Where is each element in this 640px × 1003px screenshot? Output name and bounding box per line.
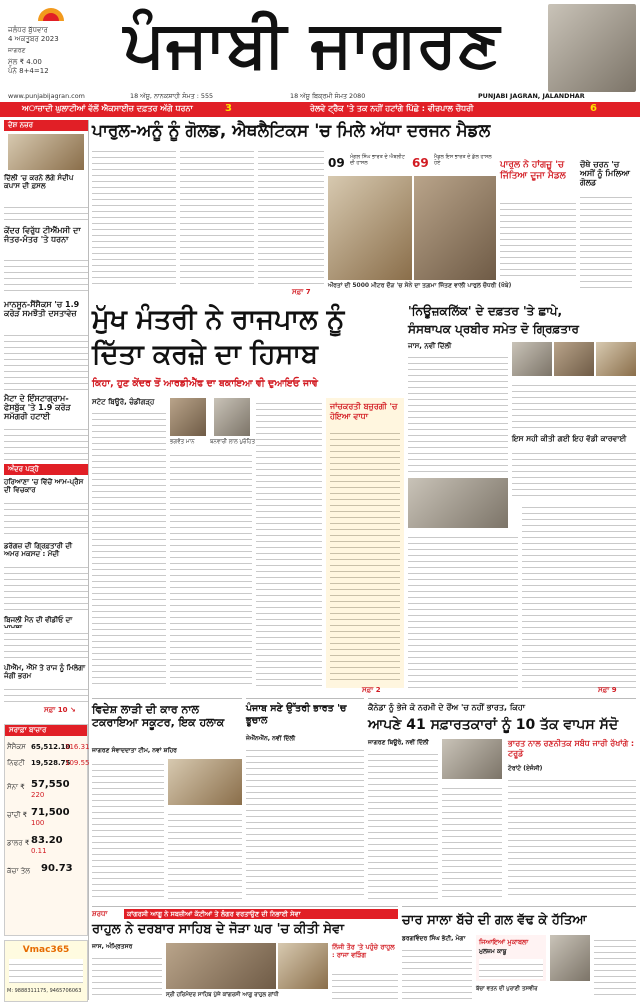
stat-2: 69	[412, 156, 429, 170]
inside-1[interactable]: ਹਰਿਆਣਾ 'ਚ ਵਿੱਚੋਂ ਆਮ-ਪ੍ਰੈਸ ਦੀ ਵਿਚਕਾਰ	[4, 478, 84, 495]
masthead	[0, 0, 640, 100]
inside-1-body	[4, 498, 88, 538]
lead-headline[interactable]: ਮੁੱਖ ਮੰਤਰੀ ਨੇ ਰਾਜਪਾਲ ਨੂੰ ਦਿੱਤਾ ਕਰਜ਼ੇ ਦਾ ਹਿਸਾਬ	[92, 304, 345, 370]
rahul-photo-2	[278, 943, 328, 989]
child-body-2	[594, 935, 636, 999]
supplement: ਜਾਗਰਣ	[8, 47, 26, 54]
left-story-4-body	[4, 424, 88, 460]
canada-body-1	[368, 749, 438, 899]
left-story-2-body	[4, 255, 88, 295]
rahul-caption: ਸ੍ਰੀ ਹਰਿਮੰਦਰ ਸਾਹਿਬ ਪੁੱਜੇ ਕਾਂਗਰਸੀ ਆਗੂ ਰਾਹੁਲ ਗਾਂਧੀ	[166, 992, 279, 998]
ad-phone: M: 9888311175, 9465706063	[7, 988, 82, 994]
child-box	[476, 935, 546, 981]
market-row	[7, 805, 85, 827]
side-story-headline[interactable]: ਪਾਰੁਲ ਨੇ ਹਾਂਗਜ਼ੂ 'ਚ ਜਿੱਤਿਆ ਦੂਜਾ ਮੈਡਲ	[500, 160, 566, 181]
ticker-item-1[interactable]: ਅਾਜ਼ਾਦੀ ਘੁਲਾਟੀਆਂ ਵੱਲੋਂ ਐਕਸਾਈਜ਼ ਦਫ਼ਤਰ ਅੱਗੇ ਧਰਨਾ	[22, 104, 193, 113]
markets-title: ਸਰਾਫ਼ਾ ਬਾਜ਼ਾਰ	[5, 725, 87, 736]
scooter-body-1	[92, 759, 164, 899]
publisher: PUNJABI JAGRAN, JALANDHAR	[478, 92, 585, 100]
newsclick-body-4	[408, 532, 518, 688]
lead-box-body	[330, 428, 400, 682]
market-label: ਡਾਲਰ ₹	[7, 839, 30, 847]
stat-1: 09	[328, 156, 345, 170]
newsclick-photo-4	[408, 478, 508, 528]
left-story-3-body	[4, 330, 88, 390]
rahul-kicker-tag: ਸ਼ਰਧਾ	[92, 910, 108, 918]
inside-4-body	[4, 684, 88, 704]
market-label: ਸੈਂਸੈਕਸ	[7, 743, 26, 751]
market-value: 57,550	[31, 779, 70, 790]
ad-body	[9, 959, 83, 983]
date-strip	[0, 90, 640, 101]
bharat-headline[interactable]: ਪੰਜਾਬ ਸਣੇ ਉੱਤਰੀ ਭਾਰਤ 'ਚ ਭੂਚਾਲ	[246, 703, 347, 726]
rahul-body	[92, 953, 162, 999]
bharat-dateline: ਜੇਐੱਨਐੱਨ, ਨਵੀਂ ਦਿੱਲੀ	[246, 735, 296, 742]
rahul-story	[92, 906, 398, 1001]
newsclick-kicker[interactable]: 'ਨਿਊਜ਼ਕਲਿੱਕ' ਦੇ ਦਫ਼ਤਰ 'ਤੇ ਛਾਪੇ,	[408, 304, 563, 318]
market-label: ਨਿਫਟੀ	[7, 759, 25, 767]
ticker-page-1: 3	[225, 103, 232, 114]
top-story-headline[interactable]: ਪਾਰੁਲ-ਅਨੂੰ ਨੂੰ ਗੋਲਡ, ਐਥਲੈਟਿਕਸ 'ਚ ਮਿਲੇ ਅੱਧਾ ਦਰਜਨ ਮੈਡਲ	[92, 121, 491, 141]
child-dateline: ਡਰਗਵਿੰਦਰ ਸਿੰਘ ਭੱਟੀ, ਮੋਗਾ	[402, 935, 466, 942]
see-page-link[interactable]: ਸਫ਼ਾ 10 ↘	[44, 706, 76, 714]
newsclick-photo-2	[554, 342, 594, 376]
athlete-photo-2	[414, 176, 496, 280]
left-story-1[interactable]: ਦਿੱਲੀ 'ਚ ਕਰਨੇ ਲੱਗੇ ਸੰਦੀਪ ਕਪਾਸ ਦੀ ਫ਼ਸਲ	[4, 174, 74, 191]
market-change: 0.11	[31, 847, 47, 855]
pages: ਪੰਨੇ 8+4=12	[8, 67, 49, 75]
market-value: 83.20	[31, 835, 63, 846]
canada-story	[368, 698, 636, 903]
market-label: ਸੋਨਾ ₹	[7, 783, 25, 791]
newsclick-body-2	[512, 380, 636, 430]
market-change: 220	[31, 791, 45, 799]
market-value: 71,500	[31, 807, 70, 818]
lead-body-3	[256, 398, 322, 688]
market-row	[7, 833, 85, 855]
lead-dateline: ਸਟੇਟ ਬਿਊਰੋ, ਚੰਡੀਗੜ੍ਹ	[92, 398, 155, 406]
newsclick-body-3	[512, 448, 636, 498]
lead-box	[326, 398, 404, 688]
newsclick-dateline: ਜਾਸ, ਨਵੀਂ ਦਿੱਲੀ	[408, 342, 452, 350]
governor-photo	[214, 398, 250, 436]
lead-story	[92, 302, 404, 694]
edition-day: ਜਲੰਧਰ ਬੁੱਧਵਾਰ	[8, 26, 48, 34]
lead-more[interactable]: ਸਫ਼ਾ 2	[362, 686, 381, 694]
masthead-title: ਪੰਜਾਬੀ ਜਾਗਰਣ	[123, 7, 501, 82]
markets-box	[4, 724, 88, 936]
market-label: ਕੱਚਾ ਤੇਲ	[7, 867, 30, 875]
top-story-caption: ਔਰਤਾਂ ਦੀ 5000 ਮੀਟਰ ਦੌੜ 'ਚ ਸੋਨੇ ਦਾ ਤਗ਼ਮਾ ਜਿੱਤਣ ਵਾਲੀ ਪਾਰੁਲ ਚੌਧਰੀ (ਖੱਬੇ)	[328, 282, 512, 289]
newsclick-headline[interactable]: ਸੰਸਥਾਪਕ ਪ੍ਰਬੀਰ ਸਮੇਤ ਦੋ ਗ੍ਰਿਫ਼ਤਾਰ	[408, 322, 579, 336]
inside-2-body	[4, 562, 88, 612]
market-value: 65,512.10	[31, 743, 71, 751]
market-change: 109.55	[65, 759, 90, 767]
market-row	[7, 861, 85, 883]
market-row	[7, 757, 90, 771]
governor-caption: ਬਨਵਾਰੀ ਲਾਲ ਪੁਰੋਹਿਤ	[210, 439, 256, 445]
sun-logo-icon	[36, 6, 66, 22]
price: ਮੁੱਲ ₹ 4.00	[8, 58, 42, 66]
child-photo	[550, 935, 590, 981]
cm-caption: ਭਗਵੰਤ ਮਾਨ	[170, 439, 195, 445]
trudeau-body	[508, 775, 636, 899]
left-story-4[interactable]: ਮੈਟਾ ਦੇ ਇੰਸਟਾਗ੍ਰਾਮ-ਫੇਸਬੁੱਕ 'ਤੇ 1.9 ਕਰੋੜ ਸਮੱਗਰੀ ਹਟਾਈ	[4, 394, 71, 421]
top-story-body-1	[92, 146, 176, 286]
rahul-kicker[interactable]: ਕਾਂਗਰਸੀ ਆਗੂ ਨੇ ਸਬਜ਼ੀਆਂ ਕੱਟੀਆਂ ਤੇ ਲੰਗਰ ਵਰਤਾਉਣ ਦੀ ਨਿਭਾਈ ਸੇਵਾ	[124, 909, 398, 919]
cm-photo	[170, 398, 206, 436]
rahul-box-body	[332, 969, 398, 999]
side-story-2-headline[interactable]: ਚੌਥੇ ਚਰਨ 'ਚ ਅਸੀਂ ਨੂੰ ਮਿਲਿਆ ਗੋਲਡ	[580, 160, 630, 187]
newsclick-photo-1	[512, 342, 552, 376]
stat-2-label: ਮੈਡਲ ਇਸ ਭਾਰਤ ਦੇ ਕੁੱਲ ਹਾਸਲ ਹੋਏ	[434, 154, 492, 166]
scooter-headline[interactable]: ਵਿਦੇਸ਼ ਲਾੜੀ ਦੀ ਕਾਰ ਨਾਲ ਟਕਰਾਇਆ ਸਕੂਟਰ, ਇਕ ਹਲਾਕ	[92, 703, 225, 729]
ticker-item-2[interactable]: ਰੇਲਵੇ ਟ੍ਰੈਕ 'ਤੇ ਤਕ ਨਹੀਂ ਹਟਾਂਗੇ ਪਿੱਛੇ : ਵੀਰਪਾਲ ਚੌਧਰੀ	[310, 104, 474, 113]
newsclick-subhead[interactable]: ਇਸ ਸਹੀ ਕੀਤੀ ਗਈ ਇਹ ਵੱਡੀ ਕਾਰਵਾਈ	[512, 434, 627, 443]
child-box-body	[479, 959, 543, 979]
top-story	[92, 120, 636, 298]
lead-body-2	[170, 450, 252, 688]
ad-brand: Vmac365	[22, 945, 70, 955]
left-photo	[8, 134, 84, 170]
scooter-dateline: ਜਾਗਰਣ ਸੰਵਾਦਦਾਤਾ ਟੀਮ, ਨਵਾਂ ਸ਼ਹਿਰ	[92, 747, 177, 754]
lead-subhead[interactable]: ਕਿਹਾ, ਹੁਣ ਕੇਂਦਰ ਤੋਂ ਆਰਡੀਐੱਫ ਦਾ ਬਕਾਇਆ ਵੀ ਦੁਆਇਓ ਜਾਵੇ	[92, 378, 318, 389]
canada-body-2	[442, 783, 502, 899]
top-story-body-2	[180, 146, 254, 286]
athlete-photo-1	[328, 176, 412, 280]
trudeau-headline[interactable]: ਭਾਰਤ ਨਾਲ ਰਣਨੀਤਕ ਸਬੰਧ ਜਾਰੀ ਰੱਖਾਂਗੇ : ਟਰੂਡੋ	[508, 739, 635, 758]
rahul-dateline: ਜਾਸ, ਅੰਮ੍ਰਿਤਸਰ	[92, 943, 133, 950]
edition-date: 4 ਅਕਤੂਬਰ 2023	[8, 35, 59, 43]
bikrami-date: 18 ਅੱਸੂ ਬਿਕ੍ਰਮੀ ਸੰਮਤ 2080	[290, 92, 366, 100]
newsclick-body-1	[408, 352, 508, 472]
child-headline[interactable]: ਚਾਰ ਸਾਲਾ ਬੱਚੇ ਦੀ ਗਲ ਵੱਢ ਕੇ ਹੱਤਿਆ	[402, 913, 587, 928]
newsclick-story	[408, 302, 636, 694]
market-change: 100	[31, 819, 45, 827]
top-story-body-3	[258, 146, 324, 286]
canada-kicker[interactable]: ਕੈਨੇਡਾ ਨੂੰ ਭੇਜੇ ਕੋ ਨਰਮੀ ਦੇ ਰੌਂਅ 'ਚ ਨਹੀਂ ਭਾਰਤ, ਕਿਹਾ	[368, 703, 526, 712]
masthead-portrait	[548, 4, 636, 92]
left-story-1-body	[4, 202, 88, 222]
inside-3[interactable]: ਬਿਜਲੀ ਮੈਨ ਦੀ ਵੀਡੀਓ ਦਾ	[4, 616, 73, 624]
child-box-title[interactable]: ਜਿਆਇਆਂ ਮੁਕਾਬਲਾ	[479, 938, 529, 946]
market-value: 90.73	[41, 863, 73, 874]
market-value: 19,528.75	[31, 759, 71, 767]
bharat-story	[246, 698, 364, 903]
market-row	[7, 741, 90, 755]
canada-dateline: ਜਾਗਰਣ ਬਿਊਰੋ, ਨਵੀਂ ਦਿੱਲੀ	[368, 739, 429, 746]
scooter-photo	[168, 759, 242, 805]
newsclick-more[interactable]: ਸਫ਼ਾ 9	[598, 686, 617, 694]
ticker-page-2: 6	[590, 103, 597, 114]
child-box-sub: ਮੁਲਜ਼ਮ ਕਾਬੂ	[479, 948, 507, 955]
lead-body-1	[92, 408, 166, 688]
top-story-more[interactable]: ਸਫ਼ਾ 7	[292, 288, 311, 296]
canada-photo	[442, 739, 502, 779]
website[interactable]: www.punjabijagran.com	[8, 92, 85, 100]
inside-3-body	[4, 628, 88, 660]
market-label: ਚਾਂਦੀ ₹	[7, 811, 28, 819]
left-story-2[interactable]: ਕੇਂਦਰ ਵਿਰੁੱਧ ਟੀਐੱਮਸੀ ਦਾ ਜੰਤਰ-ਮੰਤਰ 'ਤੇ ਧਰਨਾ	[4, 226, 81, 244]
lead-box-title[interactable]: ਜਾਂਚਕਰਤੀ ਬਜ਼ੁਰਗੀ 'ਚ ਹੋਇਆ ਵਾਧਾ	[330, 402, 398, 421]
scooter-story	[92, 698, 242, 903]
child-story	[402, 906, 636, 1001]
child-body	[402, 945, 472, 999]
scooter-body-2	[168, 809, 242, 899]
canada-headline[interactable]: ਆਪਣੇ 41 ਸਫ਼ਾਰਤਕਾਰਾਂ ਨੂੰ 10 ਤੱਕ ਵਾਪਸ ਸੱਦੋ	[368, 717, 619, 733]
rahul-box[interactable]: ਨਿੱਜੀ ਤੌਰ 'ਤੇ ਪਹੁੰਚੇ ਰਾਹੁਲ : ਰਾਜਾ ਵੜਿੰਗ	[332, 943, 395, 959]
ticker-bar	[0, 102, 640, 117]
side-story-body	[500, 198, 576, 280]
market-change: 316.31	[65, 743, 90, 751]
section-desh-nazar: ਦੇਸ਼ ਨਜ਼ਰ	[4, 120, 88, 131]
side-story-2-body	[580, 192, 632, 288]
rahul-photo-1	[166, 943, 276, 989]
market-row	[7, 777, 85, 799]
inside-4[interactable]: ਪੀਐੱਮ, ਐੱਮੋਂ ਤੇ ਰਾਜ ਨੂੰ ਮਿਲੇਗਾ ਜੰਗੀ ਭਰਮ	[4, 664, 86, 681]
section-andar-parho: ਅੰਦਰ ਪੜ੍ਹੋ	[4, 464, 88, 475]
bharat-body	[246, 745, 364, 899]
inside-2[interactable]: ਡਰੱਗਜ਼ ਦੀ ਗ੍ਰਿਫ਼ਤਾਰੀ ਦੀ ਅਮਰ ਮਕਸਦ : ਮੋਦੀ	[4, 542, 73, 559]
newsclick-body-5	[522, 502, 636, 688]
nanakshahi-date: 18 ਅੱਸੂ, ਨਾਨਕਸ਼ਾਹੀ ਸੰਮਤ : 555	[130, 92, 214, 100]
child-caption: ਬੱਚਾ ਵਤਨ ਦੀ ਪੁਰਾਣੀ ਤਸਵੀਰ	[476, 986, 538, 992]
left-story-3[interactable]: ਮਾਨਸੂਨ-ਸੈਂਸੈਕਸ 'ਚ 1.9 ਕਰੋੜ ਸਮਝੌਤੀ ਦਸਤਾਵੇਜ਼	[4, 300, 80, 318]
rahul-headline[interactable]: ਰਾਹੁਲ ਨੇ ਦਰਬਾਰ ਸਾਹਿਬ ਦੇ ਜੋੜਾ ਘਰ 'ਚ ਕੀਤੀ ਸੇਵਾ	[92, 922, 344, 937]
advertisement[interactable]	[4, 940, 88, 1002]
left-column	[4, 120, 89, 1000]
newsclick-photo-3	[596, 342, 636, 376]
trudeau-dateline: ਟੋਰਾਂਟੋ (ਏਜੰਸੀ)	[508, 765, 543, 772]
stat-1-label: ਮੰਗਲ ਸਿੰਘ ਭਾਰਤ ਦੇ ਐਥਲੀਟ ਦੀ ਹਾਸਲ	[350, 154, 405, 166]
